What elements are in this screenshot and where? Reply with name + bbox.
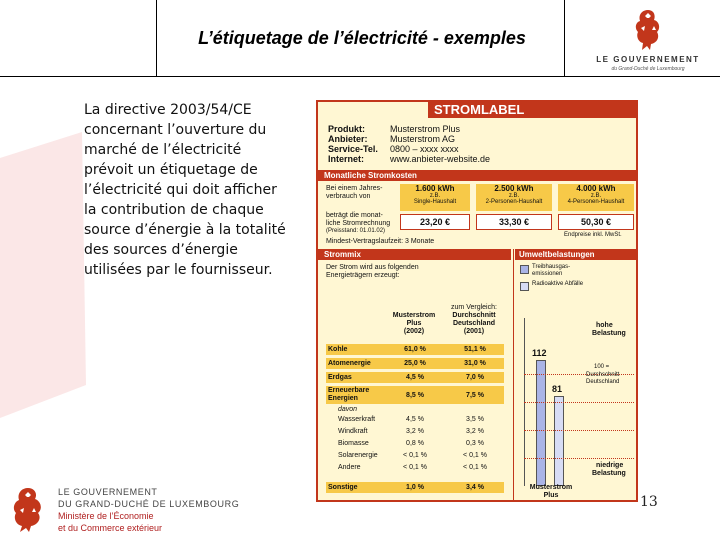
footer-text	[58, 486, 239, 534]
col-a-2: Plus	[406, 320, 422, 327]
col-b-2: Deutschland	[452, 320, 495, 327]
legend-waste: Radioaktive Abfälle	[532, 281, 584, 287]
ref-1: 100 =	[594, 364, 610, 370]
cost-price-3: 50,30 €	[558, 214, 634, 230]
row-erdgas-name: Erdgas	[328, 374, 352, 381]
row-erdgas-a: 4,5 %	[406, 374, 424, 381]
costs-note-3: (Preisstand: 01.01.02)	[326, 228, 386, 234]
niedrige-2: Belastung	[592, 470, 626, 477]
sub-wasser-a: 4,5 %	[406, 416, 424, 423]
cost-col-2-sub1: z.B.	[508, 193, 520, 199]
sub-wasser-b: 3,5 %	[466, 416, 484, 423]
grid-line-2	[524, 430, 634, 432]
company-key-3: Service-Tel.	[328, 144, 378, 154]
page-title: L’étiquetage de l’électricité - exemples	[198, 28, 526, 48]
row-erdgas-b: 7,0 %	[466, 374, 484, 381]
legend-swatch-waste	[520, 282, 529, 291]
sub-wind-name: Windkraft	[338, 428, 368, 435]
page-number: 13	[640, 494, 658, 510]
legend-ghg: Treibhausgas-emissionen	[532, 264, 571, 277]
cost-col-1-sub2: Single-Haushalt	[413, 199, 457, 205]
cost-col-3-sub2: 4-Personen-Haushalt	[567, 199, 625, 205]
col-b-3: (2001)	[463, 328, 485, 335]
footer-line-2: DU GRAND-DUCHÉ DE LUXEMBOURG	[58, 499, 240, 509]
row-sonstige-b: 3,4 %	[466, 484, 484, 491]
costs-endprice: Endpreise inkl. MwSt.	[564, 232, 622, 238]
header-divider-right	[564, 0, 565, 77]
cost-col-3-kwh: 4.000 kWh	[576, 184, 616, 193]
company-value-2: Musterstrom AG	[390, 134, 456, 144]
row-sonstige-name: Sonstige	[328, 484, 358, 491]
bar-waste	[554, 396, 564, 486]
costs-heading: Monatliche Stromkosten	[324, 171, 417, 180]
cost-col-1	[400, 184, 470, 211]
bar-1-label: 112	[532, 348, 547, 358]
company-key-1: Produkt:	[328, 124, 365, 134]
costs-heading-bar	[318, 170, 638, 181]
davon-label: davon	[338, 406, 358, 413]
logo-name: LE GOUVERNEMENT	[596, 55, 700, 64]
cost-col-2-kwh: 2.500 kWh	[494, 184, 534, 193]
row-erneuerbar-a: 8,5 %	[406, 392, 424, 399]
hohe-2: Belastung	[592, 330, 626, 337]
footer-line-4: et du Commerce extérieur	[58, 523, 163, 533]
row-atom-a: 25,0 %	[404, 360, 426, 367]
env-divider	[513, 249, 514, 502]
header-bottom-line	[0, 76, 720, 77]
sub-wind-a: 3,2 %	[406, 428, 424, 435]
label-title: STROMLABEL	[434, 102, 525, 117]
col-b-1: Durchschnitt	[452, 312, 496, 319]
row-sonstige-a: 1,0 %	[406, 484, 424, 491]
grid-line-1	[524, 402, 634, 404]
bar-ghg	[536, 360, 546, 486]
sub-solar-name: Solarenergie	[338, 452, 378, 459]
logo-subtitle: du Grand-Duché de Luxembourg	[611, 66, 685, 72]
cost-col-2-sub2: 2-Personen-Haushalt	[485, 199, 543, 205]
footer-line-3: Ministère de l’Économie	[58, 511, 154, 521]
row-erneuerbar-b: 7,5 %	[466, 392, 484, 399]
row-kohle-b: 51,1 %	[464, 346, 486, 353]
label-title-bar	[428, 102, 638, 118]
electricity-label	[316, 100, 638, 502]
row-kohle-name: Kohle	[328, 346, 348, 353]
cost-col-2	[476, 184, 552, 211]
costs-intro-2: verbrauch von	[326, 193, 371, 200]
company-value-3: 0800 – xxxx xxxx	[390, 144, 459, 154]
sub-andere-name: Andere	[338, 464, 361, 471]
sub-biomasse-name: Biomasse	[338, 440, 369, 447]
government-logo	[578, 4, 718, 74]
row-atom-name: Atomenergie	[328, 360, 371, 367]
header-divider-left	[156, 0, 157, 77]
bar-2-label: 81	[552, 384, 563, 394]
grid-line-3	[524, 458, 634, 460]
bottom-2: Plus	[543, 492, 559, 499]
sub-solar-a: < 0,1 %	[403, 452, 427, 459]
mix-intro-1: Der Strom wird aus folgenden	[326, 264, 419, 271]
costs-intro-1: Bei einem Jahres-	[326, 185, 383, 192]
sub-andere-a: < 0,1 %	[403, 464, 427, 471]
cost-col-1-kwh: 1.600 kWh	[415, 184, 455, 193]
sub-andere-b: < 0,1 %	[463, 464, 487, 471]
decorative-wedge	[0, 130, 90, 420]
cost-price-2: 33,30 €	[476, 214, 552, 230]
legend-swatch-ghg	[520, 265, 529, 274]
cost-price-1: 23,20 €	[400, 214, 470, 230]
body-paragraph: La directive 2003/54/CE concernant l’ouverture du marché de l’électricité prévoit un étiquetage de l’électricité qui doit afficher la contribution de chaque source d’énergie à la totalité des sources d’énergie utilisées par le fournisseur.	[84, 102, 286, 278]
sub-wasser-name: Wasserkraft	[338, 416, 376, 423]
cost-col-1-sub1: z.B.	[429, 193, 441, 199]
hohe-1: hohe	[596, 322, 613, 329]
ref-2: Durchschnitt	[586, 372, 620, 378]
footer-lion-emblem-icon	[4, 484, 52, 534]
row-kohle-a: 61,0 %	[404, 346, 426, 353]
col-a-3: (2002)	[403, 328, 425, 335]
ref-3: Deutschland	[586, 379, 620, 385]
costs-note-2: liche Stromrechnung	[326, 220, 391, 227]
cost-col-3-sub1: z.B.	[590, 193, 602, 199]
company-key-4: Internet:	[328, 154, 364, 164]
sub-solar-b: < 0,1 %	[463, 452, 487, 459]
company-value-1: Musterstrom Plus	[390, 124, 461, 134]
bottom-1: Musterstrom	[529, 484, 573, 491]
sub-wind-b: 3,2 %	[466, 428, 484, 435]
niedrige-1: niedrige	[596, 462, 624, 469]
col-a-1: Musterstrom	[392, 312, 436, 319]
company-key-2: Anbieter:	[328, 134, 368, 144]
mix-intro-2: Energieträgern erzeugt:	[326, 272, 400, 279]
cost-col-3	[558, 184, 634, 211]
env-heading-bar	[515, 249, 638, 260]
sub-biomasse-a: 0,8 %	[406, 440, 424, 447]
company-value-4: www.anbieter-website.de	[390, 154, 491, 164]
lion-emblem-icon	[628, 6, 668, 52]
mix-heading-bar	[318, 249, 511, 260]
sub-biomasse-b: 0,3 %	[466, 440, 484, 447]
env-heading: Umweltbelastungen	[519, 250, 595, 259]
compare-label: zum Vergleich:	[451, 304, 497, 311]
min-contract: Mindest-Vertragslaufzeit: 3 Monate	[326, 238, 435, 245]
costs-note-1: beträgt die monat-	[326, 212, 383, 219]
row-atom-b: 31,0 %	[464, 360, 486, 367]
mix-heading: Strommix	[324, 250, 361, 259]
row-erneuerbar-name: Erneuerbare Energien	[328, 387, 370, 402]
footer-line-1: LE GOUVERNEMENT	[58, 487, 158, 497]
